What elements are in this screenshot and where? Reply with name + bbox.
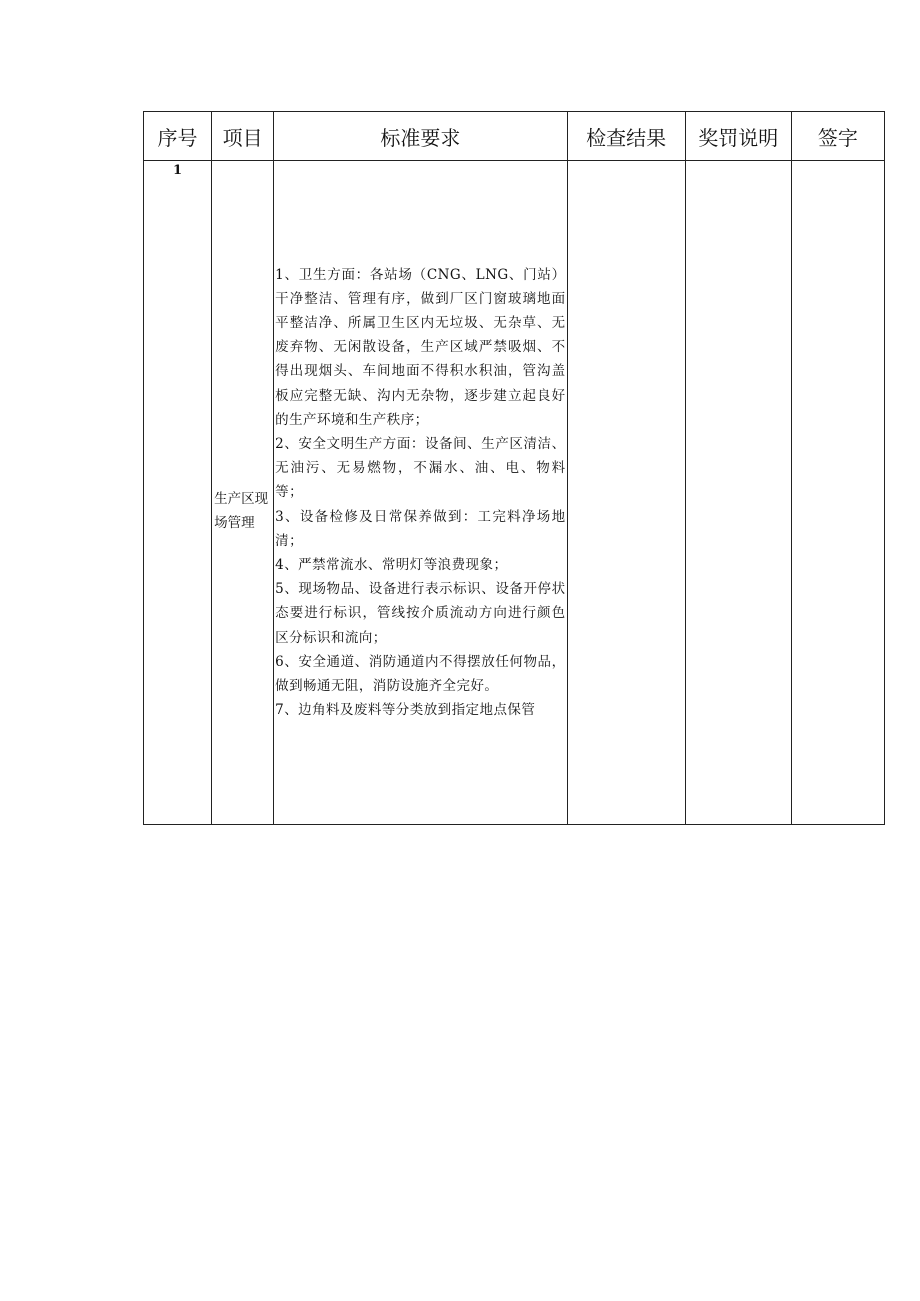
inspection-table (143, 111, 885, 825)
result-cell[interactable] (567, 161, 685, 825)
requirement-5: 5、现场物品、设备进行表示标识、设备开停状态要进行标识，管线按介质流动方向进行颜色区分标识和流向； (275, 581, 566, 646)
table-row (144, 161, 885, 825)
requirement-4: 4、严禁常流水、常明灯等浪费现象； (275, 557, 508, 573)
header-standard: 标准要求 (274, 112, 567, 161)
header-penalty: 奖罚说明 (685, 112, 791, 161)
header-item: 项目 (212, 112, 274, 161)
requirement-7: 7、边角料及废料等分类放到指定地点保管 (275, 702, 536, 719)
requirement-3: 3、设备检修及日常保养做到：工完料净场地清； (275, 508, 566, 549)
header-row (144, 112, 885, 161)
requirements-cell (274, 161, 567, 825)
row-number: 1 (144, 161, 212, 825)
header-result: 检查结果 (567, 112, 685, 161)
requirement-1: 1、卫生方面：各站场（CNG、LNG、门站）干净整洁、管理有序，做到厂区门窗玻璃地面平整洁净、所属卫生区内无垃圾、无杂草、无废弃物、无闲散设备，生产区域严禁吸烟、不得出现烟头、车间地面不得积水积油，管沟盖板应完整无缺、沟内无杂物，逐步建立起良好的生产环境和生产秩序； (275, 266, 566, 428)
header-signature: 签字 (791, 112, 884, 161)
item-name: 生产区现场管理 (212, 161, 274, 825)
header-no: 序号 (144, 112, 212, 161)
signature-cell[interactable] (791, 161, 884, 825)
penalty-cell[interactable] (685, 161, 791, 825)
requirement-6: 6、安全通道、消防通道内不得摆放任何物品，做到畅通无阻，消防设施齐全完好。 (275, 653, 566, 695)
requirement-2: 2、安全文明生产方面：设备间、生产区清洁、无油污、无易燃物，不漏水、油、电、物料等； (275, 435, 566, 501)
